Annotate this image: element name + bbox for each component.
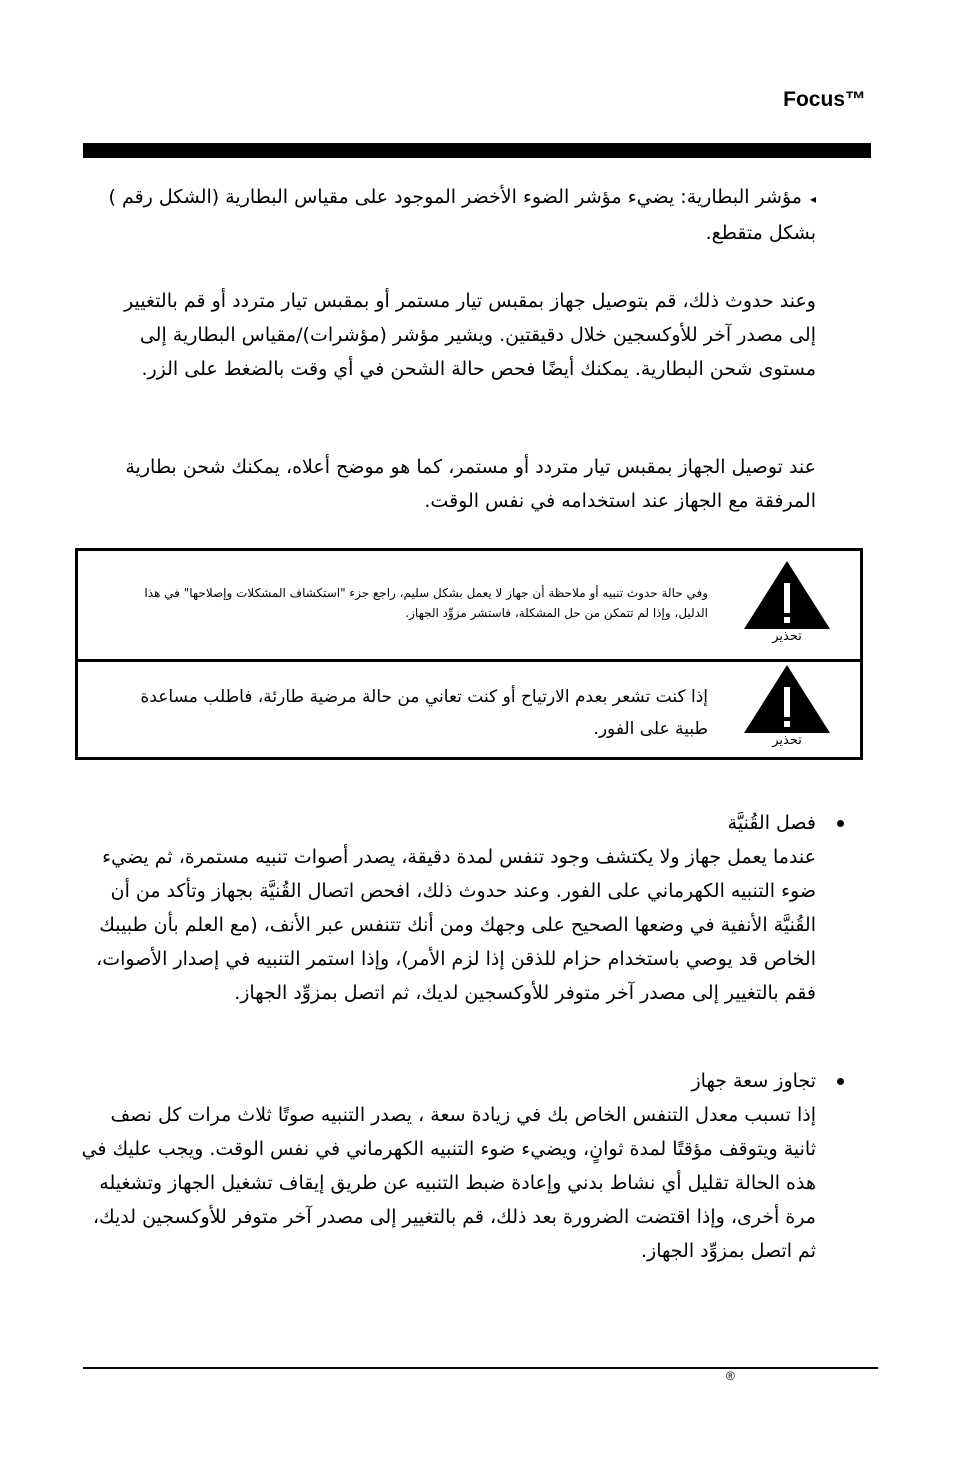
battery-indicator-text: مؤشر البطارية: يضيء مؤشر الضوء الأخضر الموجود على مقياس البطارية (الشكل رقم ) بشكل متقطع. [108,186,816,244]
bullet-dot-icon [837,820,844,827]
warning-text-1: وفي حالة حدوث تنبيه أو ملاحظة أن جهاز لا يعمل بشكل سليم، راجع جزء "استكشاف المشكلات وإصلاحها" في هذا الدليل، وإذا لم تتمكن من حل المشكلة، فاستشر مزوِّد الجهاز. [144,586,708,620]
section-title [76,806,816,840]
bullet-marker-icon: ◂ [809,192,816,206]
warning-row-1 [78,551,860,662]
header-rule [83,143,871,158]
warning-triangle-icon [742,559,832,644]
warning-triangle-icon [742,663,832,748]
bullet-dot-icon [837,1078,844,1085]
warning-text-2: إذا كنت تشعر بعدم الارتياح أو كنت تعاني من حالة مرضية طارئة، فاطلب مساعدة طبية على الفور. [140,687,708,739]
warning-caption: تحذير [772,629,802,644]
page-header-title: Focus™ [783,88,866,111]
section-title [76,1064,816,1098]
section-title-text: فصل القُنيَّة [727,812,816,834]
footer-rule [83,1367,878,1369]
section-body: عندما يعمل جهاز ولا يكتشف وجود تنفس لمدة دقيقة، يصدر أصوات تنبيه مستمرة، ثم يضيء ضوء التنبيه الكهرماني على الفور. وعند حدوث ذلك، افحص اتصال القُنيَّة بجهاز وتأكد من أن القُنيَّة الأنفية في وضعها الصحيح على وجهك ومن أنك تتنفس عبر الأنف، (مع العلم بأن طبيبك الخاص قد يوصي باستخدام حزام للذقن إذا لزم الأمر)، وإذا استمر التنبيه في إصدار الأصوات، فقم بالتغيير إلى مصدر آخر متوفر للأوكسجين لديك، ثم اتصل بمزوِّد الجهاز. [96,846,816,1004]
registered-mark: ® [726,1369,735,1383]
warning-box [75,548,863,760]
warning-caption: تحذير [772,733,802,748]
battery-indicator-paragraph [96,180,816,250]
section-cannula-disconnect [76,806,816,1010]
section-body: إذا تسبب معدل التنفس الخاص بك في زيادة سعة ، يصدر التنبيه صوتًا ثلاث مرات كل نصف ثانية ويتوقف مؤقتًا لمدة ثوانٍ، ويضيء ضوء التنبيه الكهرماني في نفس الوقت. ويجب عليك في هذه الحالة تقليل أي نشاط بدني وإعادة ضبط التنبيه عن طريق إيقاف تشغيل الجهاز وتشغيله مرة أخرى، وإذا اقتضت الضرورة بعد ذلك، قم بالتغيير إلى مصدر آخر متوفر للأوكسجين لديك، ثم اتصل بمزوِّد الجهاز. [81,1104,816,1262]
charge-while-using-paragraph: عند توصيل الجهاز بمقبس تيار متردد أو مستمر، كما هو موضح أعلاه، يمكنك شحن بطارية المرفقة مع الجهاز عند استخدامه في نفس الوقت. [125,456,816,512]
connect-power-paragraph: وعند حدوث ذلك، قم بتوصيل جهاز بمقبس تيار مستمر أو بمقبس تيار متردد أو قم بالتغيير إلى مصدر آخر للأوكسجين خلال دقيقتين. ويشير مؤشر (مؤشرات)/مقياس البطارية إلى مستوى شحن البطارية. يمكنك أيضًا فحص حالة الشحن في أي وقت بالضغط على الزر. [124,290,816,380]
section-title-text: تجاوز سعة جهاز [691,1070,816,1092]
section-capacity-exceeded [76,1064,816,1268]
warning-row-2 [78,659,860,757]
